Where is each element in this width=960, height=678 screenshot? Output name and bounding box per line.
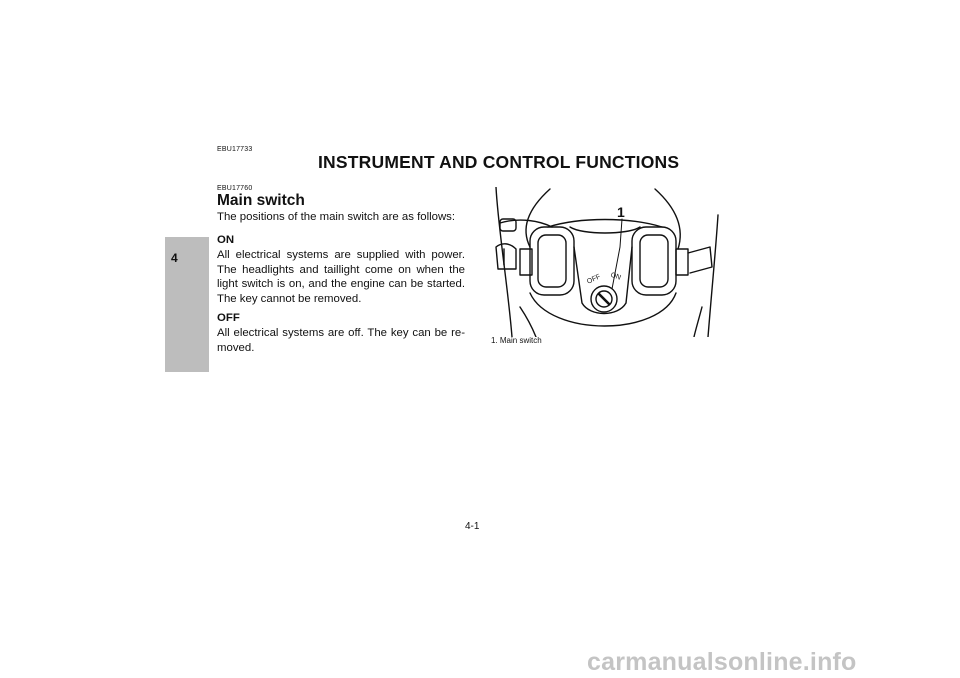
figure-caption: 1. Main switch bbox=[491, 336, 542, 345]
switch-on-label: ON bbox=[609, 271, 622, 282]
switch-off-label: OFF bbox=[586, 273, 602, 286]
off-label: OFF bbox=[217, 312, 240, 324]
on-description: All electrical systems are supplied with power. The headlights and taillight come on when the light switch is on, and the engine can be started. The key cannot be removed. bbox=[217, 249, 465, 306]
page-title: INSTRUMENT AND CONTROL FUNCTIONS bbox=[318, 152, 680, 172]
off-description: All electrical systems are off. The key can be re-moved. bbox=[217, 327, 465, 354]
section-tab-label: 4 bbox=[171, 251, 178, 265]
callout-number: 1 bbox=[617, 204, 625, 220]
page-number: 4-1 bbox=[465, 521, 480, 532]
section-tab bbox=[165, 237, 209, 372]
on-label: ON bbox=[217, 234, 235, 246]
intro-text: The positions of the main switch are as follows: bbox=[217, 211, 456, 223]
section-heading: Main switch bbox=[217, 192, 305, 209]
ref-code-top: EBU17733 bbox=[217, 146, 253, 153]
watermark: carmanualsonline.info bbox=[587, 648, 857, 676]
ref-code-main-switch: EBU17760 bbox=[217, 185, 253, 192]
main-switch-illustration bbox=[490, 187, 720, 337]
